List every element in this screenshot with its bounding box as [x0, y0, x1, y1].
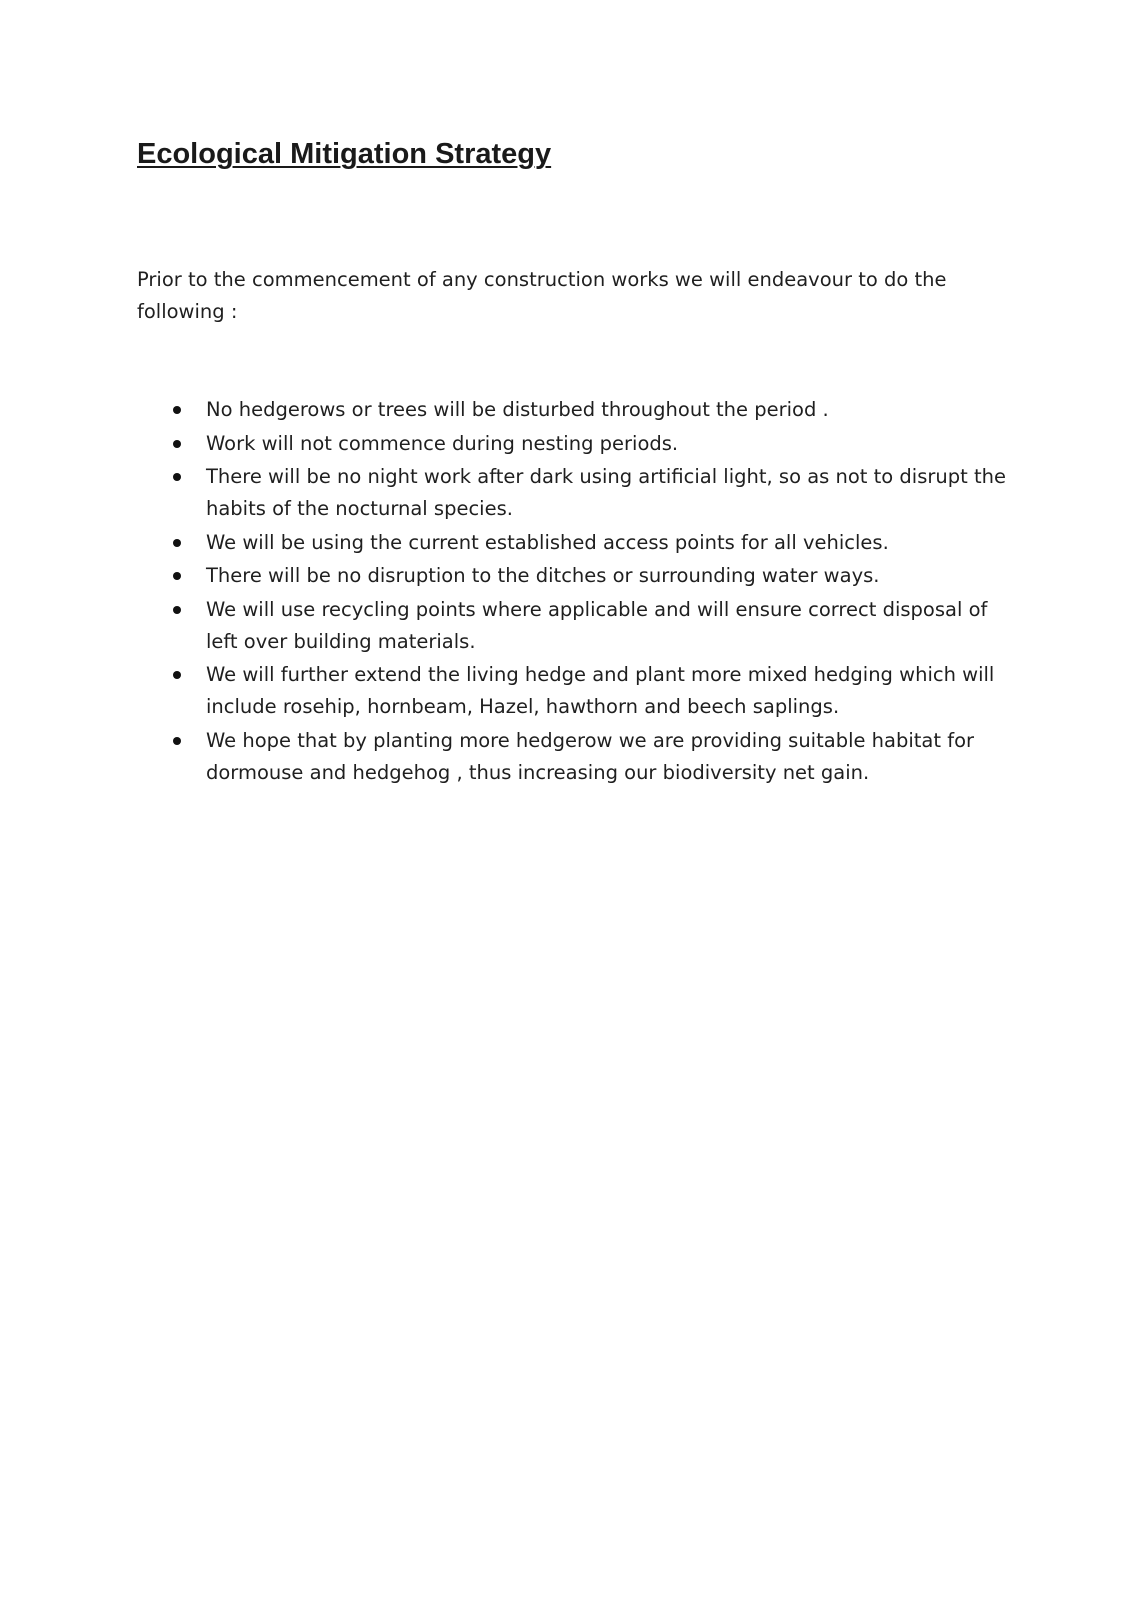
intro-paragraph: Prior to the commencement of any construction works we will endeavour to do the following : [137, 268, 947, 323]
list-item [137, 725, 1007, 789]
list-item [137, 594, 1007, 658]
bullet-icon [173, 737, 181, 745]
bullet-icon [173, 606, 181, 614]
list-item-text: There will be no disruption to the ditches or surrounding water ways. [206, 564, 880, 587]
list-item-text: We will use recycling points where applicable and will ensure correct disposal of left over building materials. [206, 597, 988, 653]
list-item [137, 394, 1007, 426]
list-item-text: There will be no night work after dark using artificial light, so as not to disrupt the habits of the nocturnal species. [206, 465, 1006, 520]
list-item-text: We will further extend the living hedge and plant more mixed hedging which will include rosehip, hornbeam, Hazel, hawthorn and beech saplings. [206, 663, 995, 718]
list-item [137, 560, 1007, 592]
list-item-text: No hedgerows or trees will be disturbed throughout the period . [206, 398, 829, 421]
list-item [137, 659, 1007, 723]
mitigation-list [137, 394, 1007, 790]
bullet-icon [173, 539, 181, 547]
list-item [137, 428, 1007, 460]
bullet-icon [173, 406, 181, 414]
list-item [137, 461, 1007, 525]
list-item-text: We will be using the current established access points for all vehicles. [206, 530, 889, 554]
bullet-icon [173, 572, 181, 580]
list-item-text: Work will not commence during nesting periods. [206, 431, 679, 455]
bullet-icon [173, 671, 181, 679]
bullet-icon [173, 440, 181, 448]
list-item-text: We hope that by planting more hedgerow we are providing suitable habitat for dormouse and hedgehog , thus increasing our biodiversity net gain. [206, 728, 975, 784]
bullet-icon [173, 473, 181, 481]
page-title: Ecological Mitigation Strategy [137, 138, 552, 170]
list-item [137, 527, 1007, 559]
